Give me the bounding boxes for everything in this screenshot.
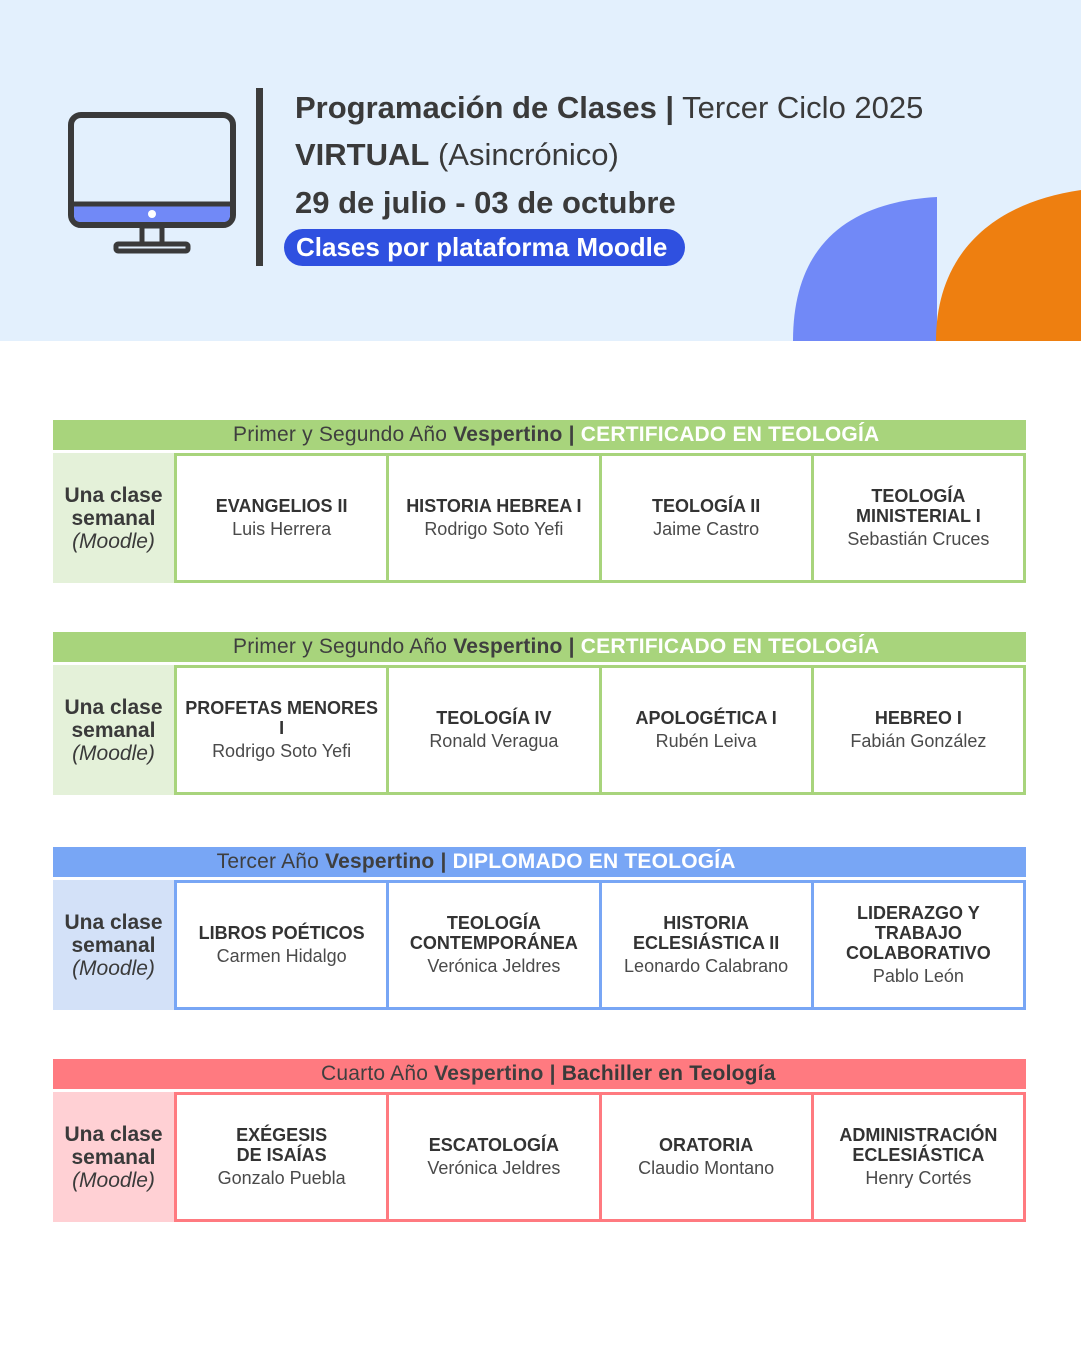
platform-note: (Moodle) <box>72 1168 155 1192</box>
course-cell <box>599 1092 814 1222</box>
schedule-section <box>53 847 1026 1010</box>
frequency-line: Una clase <box>64 1122 163 1146</box>
section-header <box>53 1059 1026 1089</box>
year-label: Tercer Año <box>216 850 320 873</box>
course-grid <box>174 880 1026 1010</box>
course-cell <box>386 665 601 795</box>
course-cell <box>386 453 601 583</box>
course-title: HEBREO I <box>874 707 962 728</box>
course-cell <box>811 665 1026 795</box>
platform-badge: Clases por plataforma Moodle <box>284 229 685 266</box>
course-title: TEOLOGÍA CONTEMPORÁNEA <box>409 912 578 953</box>
course-grid <box>174 453 1026 583</box>
header-banner <box>0 0 1081 341</box>
course-teacher: Rodrigo Soto Yefi <box>424 518 564 539</box>
mode-label: VIRTUAL <box>295 137 430 172</box>
course-title: EVANGELIOS II <box>215 495 348 516</box>
course-teacher: Sebastián Cruces <box>847 528 990 549</box>
course-title: PROFETAS MENORES I <box>185 697 378 738</box>
mode-detail: (Asincrónico) <box>437 137 619 172</box>
frequency-line: semanal <box>71 1145 156 1169</box>
course-title: EXÉGESIS DE ISAÍAS <box>236 1124 328 1165</box>
course-title: TEOLOGÍA MINISTERIAL I <box>856 485 981 526</box>
course-cell <box>386 880 601 1010</box>
course-title: APOLOGÉTICA I <box>635 707 777 728</box>
header-divider <box>256 88 263 266</box>
course-cell <box>599 453 814 583</box>
course-title: TEOLOGÍA II <box>651 495 761 516</box>
program-label: DIPLOMADO EN TEOLOGÍA <box>452 850 736 873</box>
course-teacher: Ronald Veragua <box>429 730 559 751</box>
course-cell <box>386 1092 601 1222</box>
course-grid <box>174 665 1026 795</box>
shift-label: Vespertino <box>453 423 563 446</box>
course-cell <box>599 665 814 795</box>
shift-label: Vespertino <box>453 635 563 658</box>
dates-label: 29 de julio - 03 de octubre <box>295 185 676 220</box>
separator: | <box>568 635 575 658</box>
course-cell <box>174 665 389 795</box>
separator: | <box>568 423 575 446</box>
schedule-section <box>53 632 1026 795</box>
course-cell <box>811 1092 1026 1222</box>
course-title: LIBROS POÉTICOS <box>198 922 365 943</box>
course-grid <box>174 1092 1026 1222</box>
section-header <box>53 420 1026 450</box>
frequency-line: semanal <box>71 933 156 957</box>
section-header <box>53 847 1026 877</box>
course-teacher: Pablo León <box>872 965 964 986</box>
course-title: HISTORIA ECLESIÁSTICA II <box>632 912 780 953</box>
frequency-label <box>53 880 174 1010</box>
separator: | <box>440 850 447 873</box>
platform-note: (Moodle) <box>72 956 155 980</box>
decorative-shapes <box>780 190 1081 341</box>
course-cell <box>174 1092 389 1222</box>
course-teacher: Henry Cortés <box>865 1167 972 1188</box>
program-label: CERTIFICADO EN TEOLOGÍA <box>580 423 880 446</box>
course-title: LIDERAZGO Y TRABAJO COLABORATIVO <box>846 902 991 963</box>
frequency-label <box>53 665 174 795</box>
section-header <box>53 632 1026 662</box>
platform-note: (Moodle) <box>72 529 155 553</box>
page-title: Programación de Clases | <box>295 90 675 125</box>
cycle-label: Tercer Ciclo 2025 <box>682 90 924 125</box>
frequency-line: semanal <box>71 506 156 530</box>
course-teacher: Verónica Jeldres <box>427 955 561 976</box>
course-title: ORATORIA <box>658 1134 754 1155</box>
frequency-line: Una clase <box>64 695 163 719</box>
platform-note: (Moodle) <box>72 741 155 765</box>
schedule-row <box>53 665 1026 795</box>
course-title: ESCATOLOGÍA <box>428 1134 560 1155</box>
course-cell <box>811 880 1026 1010</box>
frequency-label <box>53 1092 174 1222</box>
header-title-line <box>295 90 923 126</box>
course-title: HISTORIA HEBREA I <box>406 495 582 516</box>
course-cell <box>811 453 1026 583</box>
course-teacher: Luis Herrera <box>232 518 332 539</box>
frequency-line: semanal <box>71 718 156 742</box>
course-teacher: Gonzalo Puebla <box>217 1167 346 1188</box>
course-teacher: Rodrigo Soto Yefi <box>212 740 352 761</box>
program-label: CERTIFICADO EN TEOLOGÍA <box>580 635 880 658</box>
course-cell <box>174 453 389 583</box>
year-label: Cuarto Año <box>321 1062 429 1085</box>
shift-label: Vespertino <box>434 1062 544 1085</box>
separator: | <box>549 1062 556 1085</box>
year-label: Primer y Segundo Año <box>233 423 448 446</box>
schedule-row <box>53 453 1026 583</box>
course-cell <box>599 880 814 1010</box>
frequency-line: Una clase <box>64 483 163 507</box>
schedule-section <box>53 420 1026 583</box>
course-teacher: Claudio Montano <box>638 1157 775 1178</box>
course-cell <box>174 880 389 1010</box>
course-teacher: Fabián González <box>850 730 987 751</box>
schedule-row <box>53 1092 1026 1222</box>
monitor-icon <box>66 108 240 258</box>
frequency-label <box>53 453 174 583</box>
header-mode-line <box>295 137 619 173</box>
schedule-section <box>53 1059 1026 1222</box>
course-title: TEOLOGÍA IV <box>436 707 552 728</box>
year-label: Primer y Segundo Año <box>233 635 448 658</box>
frequency-line: Una clase <box>64 910 163 934</box>
course-teacher: Leonardo Calabrano <box>624 955 789 976</box>
course-teacher: Rubén Leiva <box>655 730 757 751</box>
course-teacher: Carmen Hidalgo <box>216 945 347 966</box>
course-title: ADMINISTRACIÓN ECLESIÁSTICA <box>839 1124 998 1165</box>
schedule-row <box>53 880 1026 1010</box>
shift-label: Vespertino <box>325 850 435 873</box>
program-label: Bachiller en Teología <box>561 1062 776 1085</box>
course-teacher: Jaime Castro <box>653 518 760 539</box>
course-teacher: Verónica Jeldres <box>427 1157 561 1178</box>
